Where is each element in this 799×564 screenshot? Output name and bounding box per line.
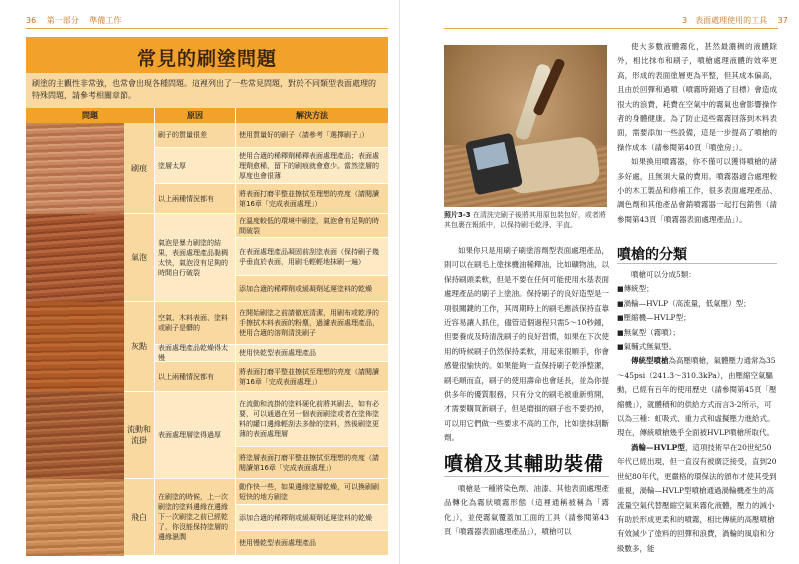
- solution-cell: 將表面打磨平整並擦拭至理想的亮度（請閱讀第16章「完成表面處理」）: [236, 362, 388, 392]
- intro-text: 刷塗的主觀性非常強，也常會出現各種問題。這裡列出了一些常見問題，對於不同類型表面處理的特殊問題，請參考相關章節。: [26, 73, 388, 108]
- left-running-header: [26, 15, 121, 27]
- cause-cell: 塗層太厚: [155, 148, 235, 184]
- paragraph-spray-intro: 噴槍是一種將染色劑、油漆、其他表面處理產品轉化為霧狀噴霧形態（這裡通稱被稱為「霧化」），並使霧氣覆蓋加工面的工具（請參閱第43頁「噴霧器表面處理產品」），噴槍可以: [444, 484, 609, 537]
- cause-cell: 以上兩種情況都有: [155, 184, 235, 214]
- section-heading-gun-types: 噴槍的分類: [617, 247, 687, 263]
- list-item: ■ 渦輪—HVLP（高流量，低氣壓）型；: [617, 297, 777, 311]
- cause-cell: 氣泡是暴力刷塗的結果，表面處理產品黏稠太快，氣泡沒有足夠的時間自行破裂: [155, 214, 235, 302]
- paragraph-aerosol: 如果換用噴霧器，你不僅可以獲得噴槍的諸多好處，且無須大量的費用。噴霧器適合處理較小的木工製品和修補工作，很多表面處理產品、調色劑和其他產品會銷噴霧器一起打包銷售（請參閱第43頁「噴霧器表面處理產品」）。: [617, 157, 777, 224]
- left-header-rule: [26, 28, 388, 29]
- problem-runs-sags: 流動和流掛: [124, 392, 154, 479]
- problem-brush-marks: 刷痕: [124, 123, 154, 214]
- list-item: ■ 氣輔式無氣型。: [617, 340, 777, 354]
- solution-cell: 使用慢乾型表面處理產品: [236, 531, 388, 556]
- list-item: ■ 無氣型（霧噴）；: [617, 326, 777, 340]
- solution-cell: 添加合適的稀釋劑或緩凝劑延遲塗料的乾燥: [236, 276, 388, 302]
- solution-cell: 使用快乾型表面處理產品: [236, 345, 388, 362]
- right-header-rule: [444, 28, 778, 29]
- page-title: 常見的刷塗問題: [136, 48, 277, 70]
- wood-sample-runs-sags: [26, 392, 124, 479]
- left-page-number: 36: [26, 16, 37, 25]
- paragraph-turbine-hvlp: [617, 441, 777, 556]
- right-section-label: 3 表面處理使用的工具: [682, 16, 768, 25]
- caption-text: 在清洗完刷子後將其用原包裝包好，或者將其包裹在報紙中，以保持刷毛乾淨、平直。: [444, 211, 606, 229]
- photo-caption: [444, 210, 609, 230]
- solution-cell: 將塗層表面打磨平整並擦拭至理想的亮度（請閱讀第16章「完成表面處理」）: [236, 447, 388, 479]
- turbine-label: 渦輪—HVLP型: [631, 442, 685, 452]
- section-heading-spray-guns: 噴槍及其輔助裝備: [444, 453, 605, 475]
- cause-cell: 表面處理層塗得過厚: [155, 392, 235, 479]
- problem-dust: 灰點: [124, 302, 154, 392]
- left-section-label: 準備工作: [89, 16, 122, 25]
- cause-cell: 表面處理產品乾燥得太慢: [155, 345, 235, 362]
- types-intro: 噴槍可以分成5類：: [631, 270, 696, 279]
- gun-types-list: [617, 268, 777, 556]
- problem-bubbles: 氣泡: [124, 214, 154, 302]
- paragraph-spray-cost: 使大多數液體霧化，甚然最濃稠的液體除外，相比抹布和刷子，噴槍處理液體的效率更高，形成的表面塗層更為平整，但其成本偏高，且由於回彈和過噴（噴霧時錯過了目標）會造成很大的浪費，耗費在空氣中的霧氣也會影響操作者的身體健康。為了防止這些霧霧回落到木料表面，需要添加一些設備，這是一步提高了噴槍的操作成本（請參閱第40頁「噴塗房」）。: [617, 42, 777, 152]
- caption-label: 照片3-3: [444, 211, 471, 219]
- solution-cell: 將表面打磨平整並擦拭至理想的亮度（請閱讀第16章「完成表面處理」）: [236, 184, 388, 214]
- solution-cell: 在開始刷塗之前請徹底清潔，用刷布或乾淨的手擦拭木料表面的粉塵，過濾表面處理產品，使用合適的溶劑清洗刷子: [236, 302, 388, 345]
- solution-cell: 添加合適的稀釋劑或緩凝劑延遲塗料的乾燥: [236, 505, 388, 531]
- solution-cell: 動作快一些，如果邊緣塗層乾燥，可以換刷刷短快的地方刷塗: [236, 479, 388, 505]
- cause-cell: 刷子的質量很差: [155, 123, 235, 148]
- brush-cleaning-photo: [444, 45, 607, 207]
- paragraph-conventional: [617, 354, 777, 440]
- cause-cell: 空氣、木料表面、塗料或刷子是髒的: [155, 302, 235, 345]
- body-paragraph-2: [444, 482, 609, 540]
- paragraph-brush-care: 如果你只是用刷子刷塗溶劑型表面處理產品，則可以在刷毛上塗抹機油稀釋油，比如礦物油，以保持刷頭柔軟，但是不要在任何可能使用水基表面處理產品的刷子上塗油。保持刷子的良好造型是一項很關鍵的工作，其周期時上的刷毛應該保持直靠近容易讓人抓住，儘管這個過程只需5～10秒鐘，但要養成及時清洗刷子的良好習慣，如果在下次使用的時候刷子仍然保持柔軟，用起來很順手，你會感覺很愉快的。如果能夠一直保持刷子乾淨整潔，刷毛順而直，刷子的使用壽命也會延長，並為你提供多年的優質服務，只有分文的刷毛被重新剪開，才需要購買新刷子，但是磨損的刷子也不要扔掉，可以用它們做一些要求不高的工作，比如塗抹刮斷劑。: [444, 246, 609, 443]
- right-running-header: [682, 15, 788, 27]
- turbine-text: ，這項技術早在20世紀50年代已經出現，但一直沒有被廣泛接受，直到20世紀80年代，更嚴格的環保法的頒布才使其受到重視，渦輪—HVLP型噴槍通過渦輪機產生的高流量空氣代替壓縮空氣來霧化液體，壓力的減小有助於形成更柔和的噴霧，相比傳統的高壓噴槍有效減少了塗料的回彈和浪費，渦輪的風扇和分級數多，能: [617, 442, 777, 553]
- title-banner: [26, 37, 388, 73]
- col-header-problem: 問題: [26, 108, 154, 123]
- subheading-rule: [617, 263, 777, 264]
- body-column-2-top: [617, 40, 777, 227]
- conventional-text: 為高壓噴槍，氣體壓力通常為35～45psi（241.3～310.3kPa），由壓縮空氣驅動，已經有百年的使用歷史（請參閱第45頁「壓縮機」），就體積和的供給方式而言3-2所示，可以為三種：虹吸式、重力式和虛擬壓力進給式。現在，傳統噴槍幾乎全面被HVLP噴槍所取代。: [617, 356, 777, 438]
- cause-cell: 在刷塗的時候，上一次刷塗的塗料邊緣在邊緣下一次刷塗之前已經乾了，你沒能保持塗層的邊緣濕潤: [155, 479, 235, 556]
- wood-sample-lap-marks: [26, 479, 124, 556]
- heading-rule: [444, 476, 609, 477]
- left-part-label: 第一部分: [46, 16, 79, 25]
- list-item: ■ 壓縮機—HVLP型；: [617, 311, 777, 325]
- solution-cell: 在溫度較低的環境中刷塗，氣泡會有足夠的時間破裂: [236, 214, 388, 238]
- solution-cell: 在流動和流掛的塗料硬化前將其刷去，如有必要，可以通過在另一個表面刷塗或者在塗佈塗料的罐口邊緣輕刮去多餘的塗料，然後刷塗更薄的表面處理層: [236, 392, 388, 447]
- col-header-cause: 原因: [155, 108, 235, 123]
- wood-sample-dust: [26, 302, 124, 392]
- wood-sample-brush-marks: [26, 123, 124, 214]
- conventional-label: 傳統型噴槍: [631, 356, 669, 366]
- cause-cell: 以上兩種情況都有: [155, 362, 235, 392]
- problem-lap-marks: 飛白: [124, 479, 154, 556]
- solution-cell: 使用合適的稀釋劑稀釋表面處理產品；表面處理劑愈稀，留下的刷痕就會愈少。當然塗層的厚度也會很薄: [236, 148, 388, 184]
- col-header-solution: 解決方法: [236, 108, 388, 123]
- list-item: ■ 傳統型；: [617, 282, 777, 296]
- solution-cell: 使用質量好的刷子（請參考「選擇刷子」）: [236, 123, 388, 148]
- solution-cell: 在表面處理產品凝固前刮塗表面（保持刷子幾乎垂直於表面，用刷毛輕輕地抹刷一遍）: [236, 238, 388, 276]
- wood-sample-bubbles: [26, 214, 124, 302]
- right-page-number: 37: [777, 16, 788, 25]
- body-paragraph-1: [444, 244, 609, 446]
